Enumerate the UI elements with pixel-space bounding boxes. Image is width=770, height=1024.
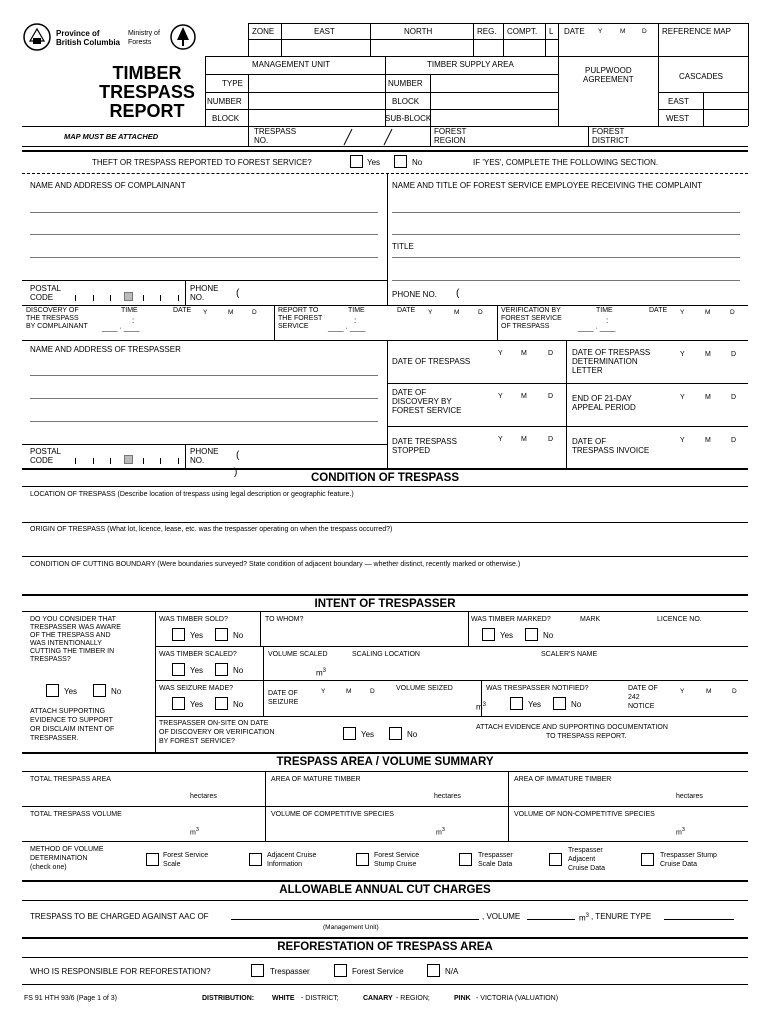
verif-date-label: DATE — [649, 307, 668, 314]
scaled-no-checkbox[interactable] — [215, 663, 228, 676]
method-fs-scale-label: Forest Service — [163, 852, 209, 859]
trespasser-postal-label-2: CODE — [30, 456, 54, 465]
pink-copy-dest: - VICTORIA (VALUATION) — [476, 995, 559, 1002]
reforestation-na-checkbox[interactable] — [427, 964, 440, 977]
d-label: D — [642, 28, 647, 35]
notice-date-label-2: 242 — [628, 694, 640, 701]
onsite-label-3: BY FOREST SERVICE? — [159, 738, 235, 745]
dot-d: D — [548, 350, 554, 357]
method-label-3: (check one) — [30, 864, 67, 871]
phone-paren: ( — [236, 288, 240, 299]
verification-date-field[interactable] — [646, 316, 746, 334]
seiz-y: Y — [321, 688, 326, 695]
timber-supply-area-label: TIMBER SUPPLY AREA — [427, 60, 514, 69]
ds-d: D — [548, 436, 554, 443]
type-label: TYPE — [222, 79, 243, 88]
method-trespasser-adjacent-label-3: Cruise Data — [568, 865, 605, 872]
method-trespasser-adjacent-label: Trespasser — [568, 847, 603, 854]
onsite-no-checkbox[interactable] — [389, 727, 402, 740]
onsite-yes-checkbox[interactable] — [343, 727, 356, 740]
date-stopped-label-2: STOPPED — [392, 446, 431, 455]
total-area-field[interactable] — [28, 786, 188, 802]
onsite-label: TRESPASSER ON-SITE ON DATE — [159, 720, 269, 727]
scalers-name-label: SCALER'S NAME — [541, 651, 598, 658]
seizure-no-label: No — [233, 700, 244, 709]
notice-date-label: DATE OF — [628, 685, 658, 692]
aac-heading: ALLOWABLE ANNUAL CUT CHARGES — [279, 884, 491, 896]
non-competitive-volume-unit: $m^3$ — [676, 827, 685, 837]
forest-region-label: FOREST — [434, 127, 467, 136]
sold-no-label: No — [233, 631, 244, 640]
zone-east-north-digit-boxes[interactable] — [248, 50, 558, 56]
dd-y: Y — [498, 393, 503, 400]
discovery-label: DISCOVERY OF — [26, 307, 79, 314]
reforestation-fs-label: Forest Service — [352, 967, 404, 976]
mark-label: MARK — [580, 616, 601, 623]
east-label: EAST — [314, 27, 335, 36]
marked-no-label: No — [543, 631, 554, 640]
immature-area-label: AREA OF IMMATURE TIMBER — [514, 776, 612, 783]
sold-yes-checkbox[interactable] — [172, 628, 185, 641]
intent-question-6: TRESPASS? — [30, 656, 71, 663]
volume-scaled-field[interactable] — [267, 661, 347, 677]
invoice-date-label-2: TRESPASS INVOICE — [572, 446, 650, 455]
ver-m: M — [705, 309, 711, 316]
dd-d: D — [548, 393, 554, 400]
non-competitive-volume-field[interactable] — [512, 820, 672, 836]
licence-field[interactable] — [655, 625, 745, 643]
scaled-yes-label: Yes — [190, 666, 204, 675]
not-m: M — [706, 688, 712, 695]
method-adjacent-cruise-label-2: Information — [267, 861, 303, 868]
number-label: NUMBER — [207, 97, 242, 106]
east-label-2: EAST — [668, 97, 689, 106]
determination-letter-label: DATE OF TRESPASS — [572, 348, 651, 357]
report-date-label: DATE — [397, 307, 416, 314]
appeal-period-label-2: APPEAL PERIOD — [572, 403, 636, 412]
date-label: DATE — [564, 27, 585, 36]
determination-letter-label-3: LETTER — [572, 366, 603, 375]
theft-yes-checkbox[interactable] — [350, 155, 363, 168]
to-whom-field[interactable] — [264, 625, 464, 643]
attach-docs-label: ATTACH EVIDENCE AND SUPPORTING DOCUMENTATION — [476, 724, 668, 731]
trespasser-address-field[interactable] — [28, 356, 380, 424]
onsite-no-label: No — [407, 730, 418, 739]
method-fs-scale-checkbox[interactable] — [146, 853, 159, 866]
notified-no-checkbox[interactable] — [553, 697, 566, 710]
complainant-name-label: NAME AND ADDRESS OF COMPLAINANT — [30, 181, 186, 190]
onsite-yes-label: Yes — [361, 730, 375, 739]
discovery-time-field[interactable] — [100, 314, 160, 332]
theft-no-label: No — [412, 158, 423, 167]
intent-heading: INTENT OF TRESPASSER — [314, 598, 456, 610]
white-copy-dest: - DISTRICT; — [301, 995, 339, 1002]
seizure-date-label: DATE OF — [268, 690, 298, 697]
verif-time-blank: ____ · ____ — [578, 325, 616, 332]
scaling-location-label: SCALING LOCATION — [352, 651, 420, 658]
summary-heading: TRESPASS AREA / VOLUME SUMMARY — [276, 756, 494, 768]
province-label-2: British Columbia — [56, 38, 121, 47]
notice-date-label-3: NOTICE — [628, 703, 655, 710]
method-trespasser-stump-checkbox[interactable] — [641, 853, 654, 866]
mature-area-unit: hectares — [434, 793, 461, 800]
intent-yes-label: Yes — [64, 687, 78, 696]
reforestation-question: WHO IS RESPONSIBLE FOR REFORESTATION? — [30, 967, 211, 976]
method-adjacent-cruise-label: Adjacent Cruise — [267, 852, 317, 859]
reference-map-label: REFERENCE MAP — [662, 27, 731, 36]
scaled-no-label: No — [233, 666, 244, 675]
complainant-phone-label: PHONE — [190, 284, 219, 293]
form-title: TIMBER TRESPASS REPORT — [99, 63, 195, 121]
report-time-blank: ____ · ____ — [328, 325, 366, 332]
intent-yes-checkbox[interactable] — [46, 684, 59, 697]
tsa-block-label: BLOCK — [392, 97, 420, 106]
theft-no-checkbox[interactable] — [394, 155, 407, 168]
date-discovery-label-3: FOREST SERVICE — [392, 406, 462, 415]
report-time-label: TIME — [348, 307, 365, 314]
postal-code-label: POSTAL — [30, 284, 61, 293]
method-fs-stump-checkbox[interactable] — [356, 853, 369, 866]
discovery-date-field[interactable] — [170, 316, 270, 334]
aac-management-unit-field[interactable] — [231, 906, 479, 920]
total-volume-label: TOTAL TRESPASS VOLUME — [30, 811, 122, 818]
trespasser-postal-label: POSTAL — [30, 447, 61, 456]
report-date-field[interactable] — [395, 316, 495, 334]
location-field[interactable] — [26, 501, 744, 521]
inv-m: M — [705, 437, 711, 444]
ap-d: D — [731, 394, 737, 401]
verification-label-2: FOREST SERVICE — [501, 315, 562, 322]
non-competitive-volume-label: VOLUME OF NON-COMPETITIVE SPECIES — [514, 811, 655, 818]
notified-no-label: No — [571, 700, 582, 709]
l-label: L — [549, 27, 554, 36]
date-discovery-field[interactable] — [490, 403, 562, 423]
complainant-phone-field[interactable] — [230, 284, 380, 302]
method-trespasser-stump-label: Trespasser Stump — [660, 852, 717, 859]
ds-y: Y — [498, 436, 503, 443]
title-label: TITLE — [392, 242, 414, 251]
disc-d: D — [252, 309, 257, 316]
dot-y: Y — [498, 350, 503, 357]
notice-date-field[interactable] — [672, 697, 746, 713]
volume-scaled-unit: $m^3$ — [316, 668, 327, 678]
rep-m: M — [454, 309, 460, 316]
aac-volume-label: , VOLUME — [482, 912, 521, 921]
management-unit-label: MANAGEMENT UNIT — [252, 60, 331, 69]
tenure-type-label: , TENURE TYPE — [591, 912, 652, 921]
seizure-yes-checkbox[interactable] — [172, 697, 185, 710]
competitive-volume-field[interactable] — [270, 820, 430, 836]
det-m: M — [705, 351, 711, 358]
map-note: MAP MUST BE ATTACHED — [64, 132, 159, 141]
pink-copy: PINK — [454, 995, 471, 1002]
intent-question: DO YOU CONSIDER THAT — [30, 616, 116, 623]
reforestation-trespasser-checkbox[interactable] — [251, 964, 264, 977]
sold-no-checkbox[interactable] — [215, 628, 228, 641]
origin-label: ORIGIN OF TRESPASS (What lot, licence, lease, etc. was the trespasser operating on when the trespass occurred?) — [30, 526, 393, 533]
method-trespasser-scale-label-2: Scale Data — [478, 861, 513, 868]
north-label: NORTH — [404, 27, 433, 36]
det-y: Y — [680, 351, 685, 358]
distribution-label: DISTRIBUTION: — [202, 995, 255, 1002]
trespasser-phone-paren-close: ) — [234, 467, 238, 478]
dot-m: M — [521, 350, 527, 357]
dd-m: M — [521, 393, 527, 400]
aac-charged-label: TRESPASS TO BE CHARGED AGAINST AAC OF — [30, 912, 209, 921]
volume-seized-field[interactable] — [396, 695, 474, 711]
tsa-number-label: NUMBER — [388, 79, 423, 88]
competitive-volume-label: VOLUME OF COMPETITIVE SPECIES — [271, 811, 394, 818]
marked-no-checkbox[interactable] — [525, 628, 538, 641]
date-stopped-field[interactable] — [490, 446, 562, 466]
seiz-d: D — [370, 688, 375, 695]
sold-yes-label: Yes — [190, 631, 204, 640]
trespasser-phone-field[interactable] — [230, 447, 380, 465]
mark-field[interactable] — [578, 625, 648, 643]
origin-field[interactable] — [26, 536, 744, 556]
seizure-date-field[interactable] — [314, 697, 390, 713]
forest-region-label-2: REGION — [434, 136, 466, 145]
ver-d: D — [730, 309, 735, 316]
to-whom-label: TO WHOM? — [265, 616, 304, 623]
determination-letter-date-field[interactable] — [672, 360, 746, 380]
attach-docs-label-2: TO TRESPASS REPORT. — [546, 733, 627, 740]
timber-sold-label: WAS TIMBER SOLD? — [159, 616, 228, 623]
seizure-yes-label: Yes — [190, 700, 204, 709]
compt-label: COMPT. — [507, 27, 538, 36]
aac-volume-unit: $m^3$ — [579, 913, 590, 923]
attach-evidence-label-2: EVIDENCE TO SUPPORT — [30, 717, 113, 724]
seizure-label: WAS SEIZURE MADE? — [159, 685, 234, 692]
y-label: Y — [598, 28, 603, 35]
not-d: D — [732, 688, 737, 695]
form-number: FS 91 HTH 93/6 (Page 1 of 3) — [24, 995, 117, 1002]
seiz-m: M — [346, 688, 352, 695]
report-time-colon: : — [354, 316, 357, 325]
ver-y: Y — [680, 309, 685, 316]
date-discovery-label-2: DISCOVERY BY — [392, 397, 452, 406]
ds-m: M — [521, 436, 527, 443]
determination-letter-label-2: DETERMINATION — [572, 357, 638, 366]
method-trespasser-scale-checkbox[interactable] — [459, 853, 472, 866]
timber-marked-label: WAS TIMBER MARKED? — [471, 616, 551, 623]
verif-time-label: TIME — [596, 307, 613, 314]
fs-phone-label: PHONE NO. — [392, 290, 437, 299]
verification-label: VERIFICATION BY — [501, 307, 561, 314]
postal-code-label-2: CODE — [30, 293, 54, 302]
method-adjacent-cruise-checkbox[interactable] — [249, 853, 262, 866]
m-label: M — [620, 28, 626, 35]
total-area-unit: hectares — [190, 793, 217, 800]
marked-yes-checkbox[interactable] — [482, 628, 495, 641]
date-of-trespass-label: DATE OF TRESPASS — [392, 357, 471, 366]
fs-employee-label: NAME AND TITLE OF FOREST SERVICE EMPLOYEE RECEIVING THE COMPLAINT — [392, 181, 703, 190]
ministry-forests-logo — [170, 22, 196, 52]
method-trespasser-adjacent-checkbox[interactable] — [549, 853, 562, 866]
mature-area-field[interactable] — [270, 786, 430, 802]
discovery-label-3: BY COMPLAINANT — [26, 323, 88, 330]
report-fs-label: REPORT TO — [278, 307, 319, 314]
total-volume-unit: $m^3$ — [190, 827, 199, 837]
invoice-date-field[interactable] — [672, 446, 746, 466]
method-fs-stump-label-2: Stump Cruise — [374, 861, 417, 868]
appeal-period-label: END OF 21-DAY — [572, 394, 632, 403]
total-volume-field[interactable] — [28, 820, 188, 836]
reforestation-trespasser-label: Trespasser — [270, 967, 310, 976]
reforestation-na-label: N/A — [445, 967, 459, 976]
intent-question-2: TRESPASSER WAS AWARE — [30, 624, 121, 631]
method-trespasser-scale-label: Trespasser — [478, 852, 513, 859]
attach-evidence-label-4: TRESPASSER. — [30, 735, 79, 742]
trespass-no-slashes — [330, 127, 400, 146]
pulpwood-label: PULPWOOD — [585, 66, 632, 75]
det-d: D — [731, 351, 737, 358]
complainant-phone-label-2: NO. — [190, 293, 205, 302]
verif-time-colon: : — [606, 316, 609, 325]
total-area-label: TOTAL TRESPASS AREA — [30, 776, 111, 783]
method-trespasser-stump-label-2: Cruise Data — [660, 861, 697, 868]
aac-volume-field[interactable] — [527, 906, 575, 920]
ap-m: M — [705, 394, 711, 401]
management-unit-caption: (Management Unit) — [323, 924, 379, 931]
method-trespasser-adjacent-label-2: Adjacent — [568, 856, 596, 863]
disc-time-label: TIME — [121, 307, 138, 314]
intent-question-4: WAS INTENTIONALLY — [30, 640, 102, 647]
complainant-address-field[interactable] — [28, 192, 380, 282]
trespasser-phone-paren-open: ( — [236, 450, 240, 461]
location-label: LOCATION OF TRESPASS (Describe location of trespass using legal description or geographic feature.) — [30, 491, 354, 498]
intent-question-3: OF THE TRESPASS AND — [30, 632, 111, 639]
scaled-yes-checkbox[interactable] — [172, 663, 185, 676]
seizure-no-checkbox[interactable] — [215, 697, 228, 710]
forest-district-label-2: DISTRICT — [592, 136, 629, 145]
theft-note: IF 'YES', COMPLETE THE FOLLOWING SECTION. — [473, 158, 659, 167]
mature-area-label: AREA OF MATURE TIMBER — [271, 776, 361, 783]
intent-question-5: CUTTING THE TIMBER IN — [30, 648, 115, 655]
volume-seized-label: VOLUME SEIZED — [396, 685, 453, 692]
bc-crest-logo — [22, 22, 52, 52]
reforestation-heading: REFORESTATION OF TRESPASS AREA — [277, 941, 493, 953]
ministry-label-2: Forests — [128, 39, 152, 46]
sub-block-label: SUB-BLOCK — [385, 114, 432, 123]
fs-phone-field[interactable] — [450, 284, 740, 302]
rep-y: Y — [428, 309, 433, 316]
fs-employee-field[interactable] — [390, 192, 742, 282]
trespass-no-label: TRESPASS — [254, 127, 297, 136]
trespass-no-label-2: NO. — [254, 136, 269, 145]
intent-no-checkbox[interactable] — [93, 684, 106, 697]
date-of-trespass-field[interactable] — [490, 360, 562, 380]
date-stopped-label: DATE TRESPASS — [392, 437, 457, 446]
zone-label: ZONE — [252, 27, 275, 36]
province-label: Province of — [56, 29, 100, 38]
method-label: METHOD OF VOLUME — [30, 846, 104, 853]
seizure-date-label-2: SEIZURE — [268, 699, 299, 706]
competitive-volume-unit: $m^3$ — [436, 827, 445, 837]
discovery-label-2: THE TRESPASS — [26, 315, 79, 322]
ministry-label: Ministry of — [128, 30, 160, 37]
white-copy: WHITE — [272, 995, 295, 1002]
timber-scaled-label: WAS TIMBER SCALED? — [159, 651, 237, 658]
immature-area-field[interactable] — [512, 786, 672, 802]
attach-evidence-label-3: OR DISCLAIM INTENT OF — [30, 726, 115, 733]
cutting-boundary-label: CONDITION OF CUTTING BOUNDARY (Were boundaries surveyed? State condition of adjacent boundary — whether distinct, recently marked or otherwise.) — [30, 561, 521, 568]
volume-seized-unit: $m^3$ — [476, 702, 487, 712]
pulpwood-label-2: AGREEMENT — [583, 75, 634, 84]
west-label: WEST — [666, 114, 690, 123]
tenure-type-field[interactable] — [664, 906, 734, 920]
canary-copy: CANARY — [363, 995, 393, 1002]
attach-evidence-label: ATTACH SUPPORTING — [30, 708, 106, 715]
notified-yes-label: Yes — [528, 700, 542, 709]
ap-y: Y — [680, 394, 685, 401]
rep-d: D — [478, 309, 483, 316]
block-label: BLOCK — [212, 114, 240, 123]
immature-area-unit: hectares — [676, 793, 703, 800]
theft-question: THEFT OR TRESPASS REPORTED TO FOREST SERVICE? — [92, 158, 312, 167]
report-fs-label-2: THE FOREST — [278, 315, 323, 322]
scalers-name-field[interactable] — [539, 661, 744, 677]
method-fs-scale-label-2: Scale — [163, 861, 181, 868]
canary-copy-dest: - REGION; — [396, 995, 430, 1002]
intent-no-label: No — [111, 687, 122, 696]
inv-d: D — [731, 437, 737, 444]
invoice-date-label: DATE OF — [572, 437, 607, 446]
report-time-field[interactable] — [325, 314, 385, 332]
trespasser-name-label: NAME AND ADDRESS OF TRESPASSER — [30, 345, 181, 354]
trespasser-phone-label-2: NO. — [190, 456, 205, 465]
fs-phone-paren: ( — [456, 288, 460, 299]
trespasser-phone-label: PHONE — [190, 447, 219, 456]
notified-yes-checkbox[interactable] — [510, 697, 523, 710]
cutting-boundary-field[interactable] — [26, 571, 744, 591]
inv-y: Y — [680, 437, 685, 444]
onsite-label-2: OF DISCOVERY OR VERIFICATION — [159, 729, 275, 736]
not-y: Y — [680, 688, 685, 695]
cascades-label: CASCADES — [679, 72, 724, 81]
method-fs-stump-label: Forest Service — [374, 852, 420, 859]
volume-scaled-label: VOLUME SCALED — [268, 651, 328, 658]
reg-label: REG. — [477, 27, 497, 36]
disc-time-colon: : — [132, 316, 135, 325]
scaling-location-field[interactable] — [350, 661, 510, 677]
licence-label: LICENCE NO. — [657, 616, 702, 623]
date-discovery-label: DATE OF — [392, 388, 427, 397]
forest-district-label: FOREST — [592, 127, 625, 136]
disc-m: M — [228, 309, 234, 316]
condition-heading: CONDITION OF TRESPASS — [310, 472, 460, 484]
method-label-2: DETERMINATION — [30, 855, 88, 862]
verification-label-3: OF TRESPASS — [501, 323, 550, 330]
verification-time-field[interactable] — [576, 314, 636, 332]
disc-y: Y — [203, 309, 208, 316]
appeal-period-date-field[interactable] — [672, 403, 746, 423]
disc-date-label: DATE — [173, 307, 192, 314]
marked-yes-label: Yes — [500, 631, 514, 640]
report-fs-label-3: SERVICE — [278, 323, 309, 330]
reforestation-fs-checkbox[interactable] — [334, 964, 347, 977]
theft-yes-label: Yes — [367, 158, 381, 167]
trespasser-notified-label: WAS TRESPASSER NOTIFIED? — [486, 685, 589, 692]
disc-time-blank: ____ · ____ — [102, 325, 140, 332]
